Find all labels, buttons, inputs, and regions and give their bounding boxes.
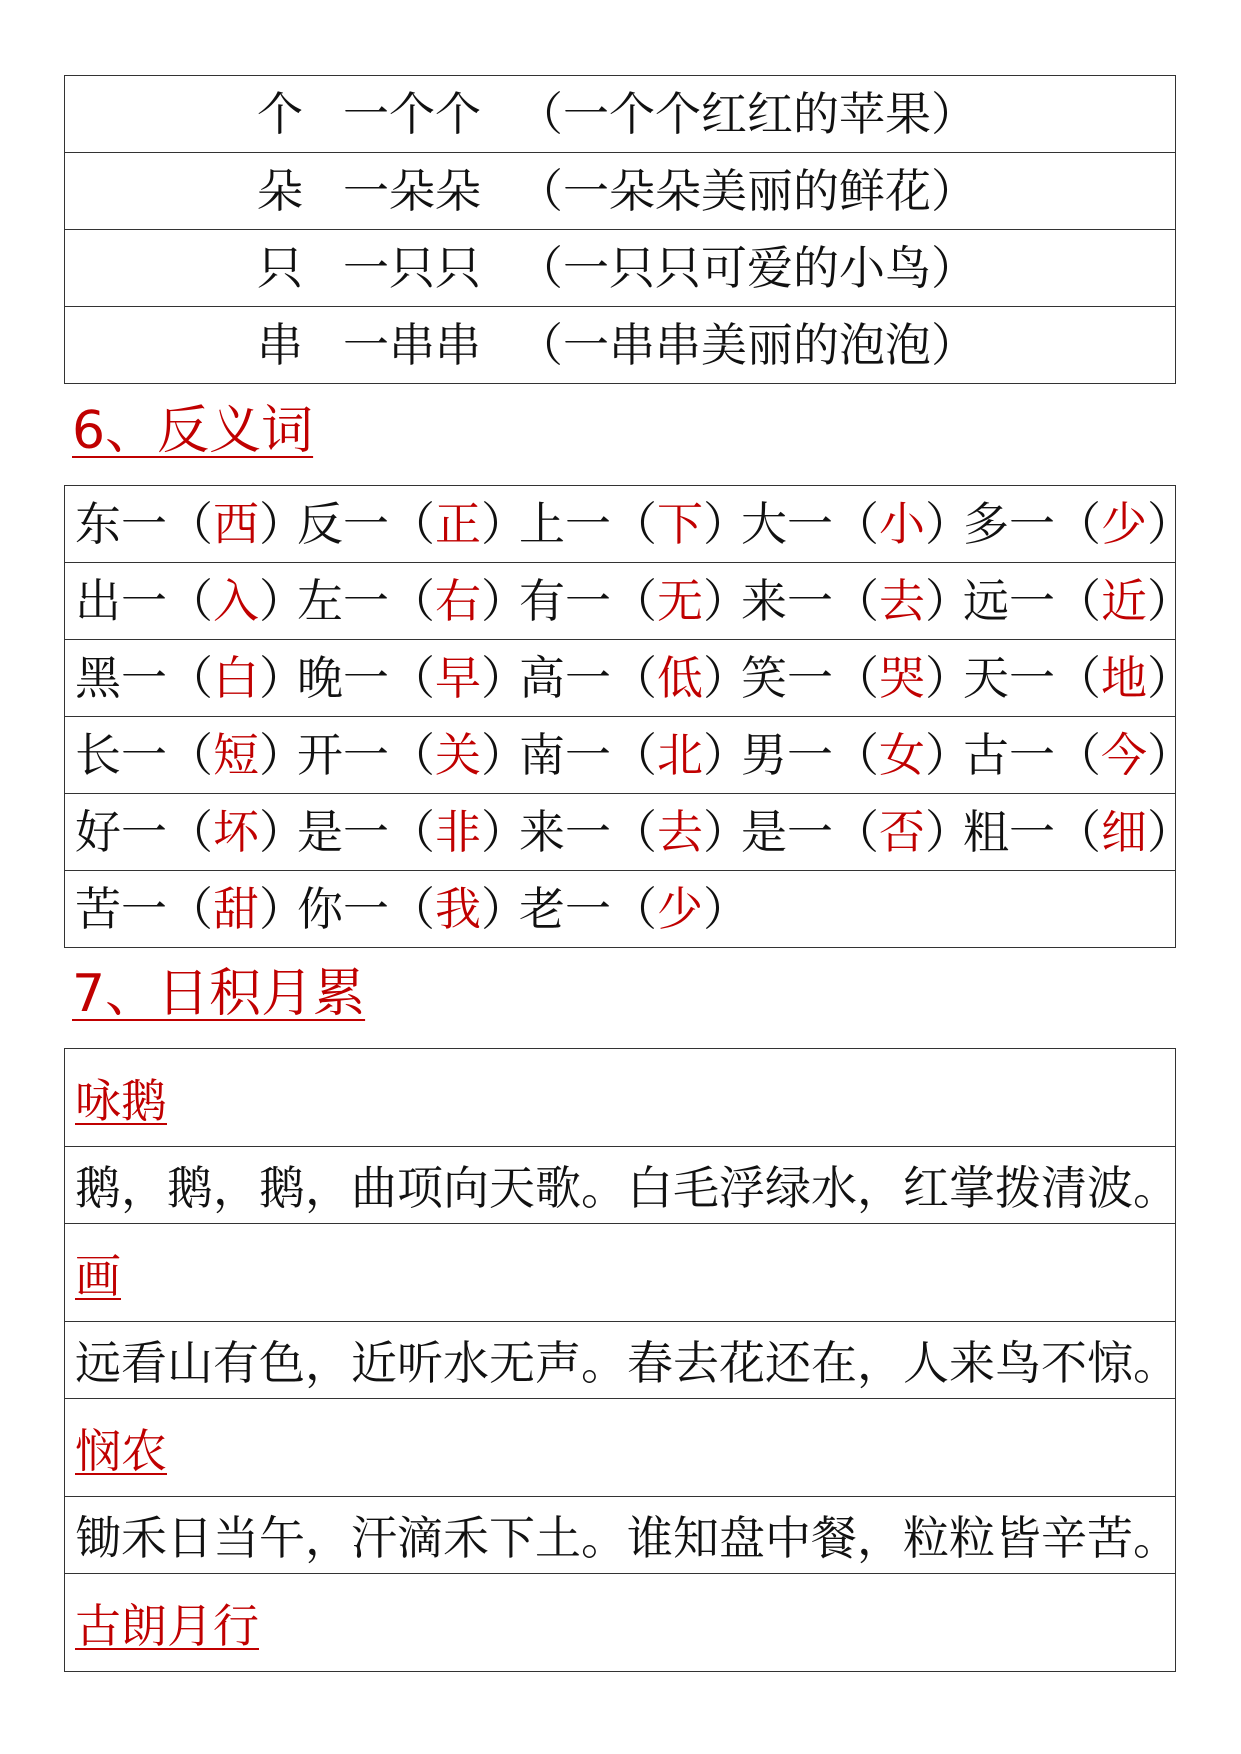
antonym-word: 天一（ bbox=[963, 651, 1101, 705]
antonym-word: 有一（ bbox=[519, 574, 657, 628]
antonym-pair bbox=[741, 717, 971, 793]
antonym-pair bbox=[519, 563, 749, 639]
antonym-word: 是一（ bbox=[741, 805, 879, 859]
antonym-answer: 早 bbox=[435, 651, 481, 705]
antonym-paren-close: ） bbox=[259, 497, 305, 551]
antonym-paren-close: ） bbox=[703, 497, 749, 551]
antonym-paren-close: ） bbox=[1147, 574, 1193, 628]
antonym-word: 黑一（ bbox=[75, 651, 213, 705]
measure-reduplication: 一朵朵 bbox=[343, 164, 481, 218]
antonym-paren-close: ） bbox=[259, 728, 305, 782]
poem-title-cell bbox=[65, 1574, 1176, 1672]
antonym-paren-close: ） bbox=[481, 728, 527, 782]
antonym-word: 来一（ bbox=[741, 574, 879, 628]
antonym-paren-close: ） bbox=[259, 651, 305, 705]
antonym-word: 老一（ bbox=[519, 882, 657, 936]
antonym-answer: 坏 bbox=[213, 805, 259, 859]
antonym-paren-close: ） bbox=[1147, 805, 1193, 859]
table-row bbox=[65, 1574, 1176, 1672]
antonym-cell bbox=[65, 486, 1193, 563]
antonym-pair bbox=[519, 486, 749, 562]
antonym-word: 苦一（ bbox=[75, 882, 213, 936]
antonym-word: 上一（ bbox=[519, 497, 657, 551]
antonym-answer: 少 bbox=[657, 882, 703, 936]
table-row bbox=[65, 76, 1176, 153]
antonym-answer: 去 bbox=[879, 574, 925, 628]
antonym-pair bbox=[75, 794, 305, 870]
poem-table bbox=[64, 1048, 1179, 1672]
antonym-answer: 女 bbox=[879, 728, 925, 782]
antonym-paren-close: ） bbox=[703, 574, 749, 628]
antonym-pair bbox=[75, 486, 305, 562]
antonym-answer: 地 bbox=[1101, 651, 1147, 705]
antonym-pair bbox=[75, 871, 305, 947]
antonym-cell bbox=[65, 563, 1193, 640]
antonym-word: 反一（ bbox=[297, 497, 435, 551]
antonym-pair bbox=[519, 871, 749, 947]
antonym-answer: 正 bbox=[435, 497, 481, 551]
table-row bbox=[65, 486, 1176, 563]
poem-text-cell bbox=[65, 1497, 1179, 1574]
antonym-word: 南一（ bbox=[519, 728, 657, 782]
antonym-pair bbox=[963, 563, 1193, 639]
antonym-pair bbox=[741, 563, 971, 639]
measure-example: （一个个红红的苹果） bbox=[517, 87, 977, 141]
antonym-word: 长一（ bbox=[75, 728, 213, 782]
poem-text: 鹅，鹅，鹅，曲项向天歌。白毛浮绿水，红掌拨清波。 bbox=[75, 1161, 1179, 1215]
antonym-answer: 去 bbox=[657, 805, 703, 859]
antonym-pair bbox=[297, 871, 527, 947]
antonym-paren-close: ） bbox=[481, 882, 527, 936]
antonym-answer: 否 bbox=[879, 805, 925, 859]
antonym-word: 大一（ bbox=[741, 497, 879, 551]
antonym-word: 晚一（ bbox=[297, 651, 435, 705]
antonym-answer: 少 bbox=[1101, 497, 1147, 551]
antonym-cell bbox=[65, 640, 1193, 717]
antonym-pair bbox=[963, 717, 1193, 793]
antonym-answer: 哭 bbox=[879, 651, 925, 705]
poem-title-cell bbox=[65, 1399, 1176, 1497]
antonym-answer: 近 bbox=[1101, 574, 1147, 628]
measure-word: 个 bbox=[257, 87, 303, 141]
table-row bbox=[65, 563, 1176, 640]
measure-example: （一朵朵美丽的鲜花） bbox=[517, 164, 977, 218]
antonym-answer: 入 bbox=[213, 574, 259, 628]
measure-cell bbox=[65, 153, 1176, 230]
poem-title: 古朗月行 bbox=[75, 1598, 259, 1653]
antonym-paren-close: ） bbox=[259, 805, 305, 859]
measure-word: 串 bbox=[257, 318, 303, 372]
antonym-word: 古一（ bbox=[963, 728, 1101, 782]
antonym-answer: 细 bbox=[1101, 805, 1147, 859]
antonym-paren-close: ） bbox=[925, 805, 971, 859]
antonym-paren-close: ） bbox=[703, 805, 749, 859]
poem-title: 咏鹅 bbox=[75, 1073, 167, 1128]
antonym-pair bbox=[297, 563, 527, 639]
antonym-word: 开一（ bbox=[297, 728, 435, 782]
antonym-pair bbox=[963, 794, 1193, 870]
antonym-table bbox=[64, 485, 1193, 948]
antonym-answer: 低 bbox=[657, 651, 703, 705]
antonym-answer: 北 bbox=[657, 728, 703, 782]
measure-cell bbox=[65, 230, 1176, 307]
antonym-word: 高一（ bbox=[519, 651, 657, 705]
antonym-answer: 下 bbox=[657, 497, 703, 551]
poem-title-cell bbox=[65, 1224, 1176, 1322]
antonym-answer: 短 bbox=[213, 728, 259, 782]
antonym-answer: 非 bbox=[435, 805, 481, 859]
antonym-cell bbox=[65, 717, 1193, 794]
antonym-cell bbox=[65, 794, 1193, 871]
antonym-answer: 白 bbox=[213, 651, 259, 705]
antonym-pair bbox=[741, 486, 971, 562]
antonym-word: 男一（ bbox=[741, 728, 879, 782]
antonym-paren-close: ） bbox=[925, 497, 971, 551]
antonym-word: 出一（ bbox=[75, 574, 213, 628]
table-row bbox=[65, 717, 1176, 794]
table-row bbox=[65, 307, 1176, 384]
antonym-pair bbox=[519, 794, 749, 870]
antonym-paren-close: ） bbox=[481, 497, 527, 551]
antonym-paren-close: ） bbox=[481, 574, 527, 628]
antonym-pair bbox=[741, 640, 971, 716]
table-row bbox=[65, 640, 1176, 717]
antonym-paren-close: ） bbox=[925, 651, 971, 705]
table-row bbox=[65, 1399, 1176, 1497]
measure-cell bbox=[65, 307, 1176, 384]
antonym-word: 是一（ bbox=[297, 805, 435, 859]
antonym-word: 左一（ bbox=[297, 574, 435, 628]
antonym-word: 你一（ bbox=[297, 882, 435, 936]
antonym-paren-close: ） bbox=[259, 882, 305, 936]
measure-reduplication: 一只只 bbox=[343, 241, 481, 295]
measure-word: 只 bbox=[257, 241, 303, 295]
antonym-paren-close: ） bbox=[703, 728, 749, 782]
antonym-paren-close: ） bbox=[1147, 651, 1193, 705]
antonym-paren-close: ） bbox=[703, 651, 749, 705]
antonym-cell bbox=[65, 871, 1176, 948]
antonym-paren-close: ） bbox=[481, 805, 527, 859]
poem-title: 悯农 bbox=[75, 1423, 167, 1478]
antonym-answer: 西 bbox=[213, 497, 259, 551]
antonym-pair bbox=[297, 717, 527, 793]
poem-title-cell bbox=[65, 1049, 1176, 1147]
antonyms-section-title: 6、反义词 bbox=[72, 401, 314, 461]
antonym-paren-close: ） bbox=[925, 574, 971, 628]
antonym-answer: 今 bbox=[1101, 728, 1147, 782]
table-row bbox=[65, 1322, 1176, 1399]
poems-section-title: 7、日积月累 bbox=[72, 964, 366, 1024]
table-row bbox=[65, 230, 1176, 307]
antonym-pair bbox=[519, 717, 749, 793]
antonym-word: 来一（ bbox=[519, 805, 657, 859]
measure-reduplication: 一个个 bbox=[343, 87, 481, 141]
table-row bbox=[65, 1049, 1176, 1147]
antonym-pair bbox=[963, 486, 1193, 562]
antonym-pair bbox=[519, 640, 749, 716]
antonym-paren-close: ） bbox=[703, 882, 749, 936]
table-row bbox=[65, 1224, 1176, 1322]
antonym-paren-close: ） bbox=[925, 728, 971, 782]
measure-example: （一只只可爱的小鸟） bbox=[517, 241, 977, 295]
antonym-word: 东一（ bbox=[75, 497, 213, 551]
measure-word-table bbox=[64, 75, 1176, 384]
antonym-pair bbox=[75, 563, 305, 639]
antonym-word: 粗一（ bbox=[963, 805, 1101, 859]
measure-reduplication: 一串串 bbox=[343, 318, 481, 372]
measure-word: 朵 bbox=[257, 164, 303, 218]
antonym-pair bbox=[75, 640, 305, 716]
antonym-pair bbox=[297, 640, 527, 716]
measure-cell bbox=[65, 76, 1176, 153]
antonym-pair bbox=[963, 640, 1193, 716]
antonym-pair bbox=[75, 717, 305, 793]
poem-text-cell bbox=[65, 1322, 1179, 1399]
antonym-word: 远一（ bbox=[963, 574, 1101, 628]
poem-text-cell bbox=[65, 1147, 1179, 1224]
antonym-pair bbox=[297, 486, 527, 562]
antonym-answer: 甜 bbox=[213, 882, 259, 936]
poem-title: 画 bbox=[75, 1248, 121, 1303]
table-row bbox=[65, 1497, 1176, 1574]
poem-text: 锄禾日当午，汗滴禾下土。谁知盘中餐，粒粒皆辛苦。 bbox=[75, 1511, 1179, 1565]
antonym-paren-close: ） bbox=[1147, 728, 1193, 782]
table-row bbox=[65, 1147, 1176, 1224]
antonym-answer: 右 bbox=[435, 574, 481, 628]
poem-text: 远看山有色，近听水无声。春去花还在，人来鸟不惊。 bbox=[75, 1336, 1179, 1390]
antonym-pair bbox=[741, 794, 971, 870]
antonym-word: 笑一（ bbox=[741, 651, 879, 705]
table-row bbox=[65, 871, 1176, 948]
antonym-paren-close: ） bbox=[481, 651, 527, 705]
antonym-answer: 关 bbox=[435, 728, 481, 782]
antonym-word: 多一（ bbox=[963, 497, 1101, 551]
antonym-answer: 无 bbox=[657, 574, 703, 628]
antonym-paren-close: ） bbox=[1147, 497, 1193, 551]
antonym-answer: 小 bbox=[879, 497, 925, 551]
antonym-pair bbox=[297, 794, 527, 870]
antonym-word: 好一（ bbox=[75, 805, 213, 859]
table-row bbox=[65, 153, 1176, 230]
measure-example: （一串串美丽的泡泡） bbox=[517, 318, 977, 372]
antonym-paren-close: ） bbox=[259, 574, 305, 628]
antonym-answer: 我 bbox=[435, 882, 481, 936]
table-row bbox=[65, 794, 1176, 871]
